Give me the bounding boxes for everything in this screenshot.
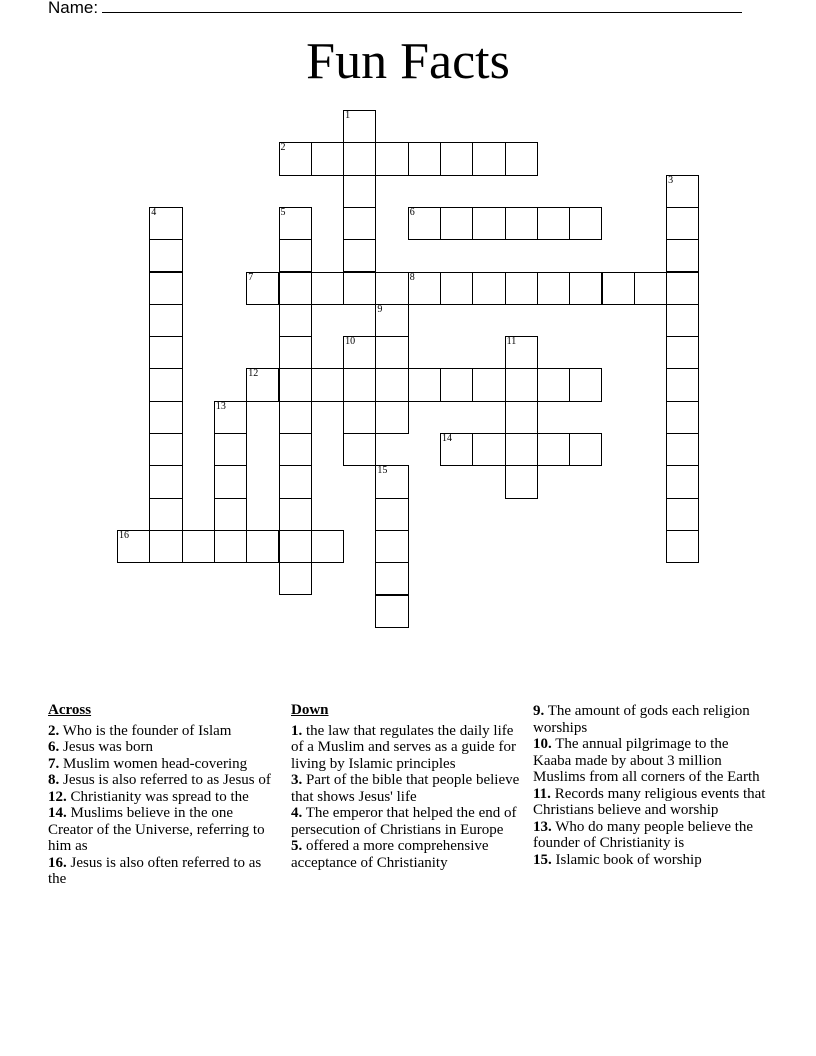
clue-item xyxy=(533,786,769,819)
grid-cell[interactable] xyxy=(343,368,376,401)
clue-item xyxy=(291,805,523,838)
clue-number: 7 xyxy=(248,271,254,283)
grid-cell[interactable] xyxy=(375,401,408,434)
grid-cell[interactable] xyxy=(343,142,376,175)
clue-number-label: 11. xyxy=(533,785,551,802)
clue-number: 2 xyxy=(280,142,286,154)
grid-cell[interactable] xyxy=(472,433,505,466)
grid-cell[interactable] xyxy=(472,207,505,240)
grid-cell[interactable] xyxy=(279,465,312,498)
clue-item xyxy=(291,772,523,805)
grid-cell[interactable] xyxy=(279,304,312,337)
grid-cell[interactable] xyxy=(311,272,344,305)
grid-cell[interactable] xyxy=(375,272,408,305)
clue-text: Jesus is also often referred to as the xyxy=(48,854,262,887)
name-label: Name: xyxy=(48,0,99,17)
grid-cell[interactable] xyxy=(505,465,538,498)
clue-item xyxy=(533,852,769,869)
grid-cell[interactable] xyxy=(569,272,602,305)
grid-cell[interactable] xyxy=(279,530,312,563)
grid-cell[interactable] xyxy=(279,401,312,434)
clue-number-label: 15. xyxy=(533,851,552,868)
grid-cell[interactable] xyxy=(602,272,635,305)
grid-cell[interactable] xyxy=(149,304,182,337)
clue-text: Jesus is also referred to as Jesus of xyxy=(63,772,271,788)
grid-cell[interactable] xyxy=(149,336,182,369)
grid-cell[interactable] xyxy=(472,272,505,305)
clue-text: offered a more comprehensive acceptance of Christianity xyxy=(291,838,489,871)
clue-number-label: 13. xyxy=(533,818,552,835)
grid-cell[interactable] xyxy=(311,530,344,563)
grid-cell[interactable] xyxy=(182,530,215,563)
grid-cell[interactable] xyxy=(343,272,376,305)
grid-cell[interactable] xyxy=(149,530,182,563)
grid-cell[interactable] xyxy=(149,433,182,466)
grid-cell[interactable] xyxy=(666,433,699,466)
grid-cell[interactable] xyxy=(343,336,376,369)
down-heading: Down xyxy=(291,702,329,718)
grid-cell[interactable] xyxy=(537,368,570,401)
puzzle-title: Fun Facts xyxy=(306,33,510,90)
grid-cell[interactable] xyxy=(149,272,182,305)
grid-cell[interactable] xyxy=(246,530,279,563)
grid-cell[interactable] xyxy=(375,304,408,337)
grid-cell[interactable] xyxy=(311,142,344,175)
clue-item xyxy=(533,819,769,852)
clue-number-label: 6. xyxy=(48,739,60,755)
grid-cell[interactable] xyxy=(666,336,699,369)
clue-item xyxy=(533,736,769,786)
grid-cell[interactable] xyxy=(214,465,247,498)
grid-cell[interactable] xyxy=(505,272,538,305)
clue-number: 13 xyxy=(215,400,226,412)
grid-cell[interactable] xyxy=(666,272,699,305)
clue-item xyxy=(48,772,280,789)
grid-cell[interactable] xyxy=(343,401,376,434)
grid-cell[interactable] xyxy=(149,368,182,401)
down-clues-continued xyxy=(533,703,769,868)
clue-number-label: 4. xyxy=(291,805,303,821)
across-heading: Across xyxy=(48,702,92,718)
across-clues xyxy=(48,702,280,888)
grid-cell[interactable] xyxy=(666,465,699,498)
grid-cell[interactable] xyxy=(149,401,182,434)
clue-number: 3 xyxy=(668,174,674,186)
grid-cell[interactable] xyxy=(375,336,408,369)
grid-cell[interactable] xyxy=(440,272,473,305)
clue-number-label: 9. xyxy=(533,703,545,719)
grid-cell[interactable] xyxy=(440,142,473,175)
grid-cell[interactable] xyxy=(440,368,473,401)
grid-cell[interactable] xyxy=(149,498,182,531)
clue-number: 1 xyxy=(345,110,351,121)
grid-cell[interactable] xyxy=(343,433,376,466)
grid-cell[interactable] xyxy=(311,368,344,401)
grid-cell[interactable] xyxy=(375,498,408,531)
grid-cell[interactable] xyxy=(569,207,602,240)
clue-item xyxy=(48,789,280,806)
grid-cell[interactable] xyxy=(408,207,441,240)
grid-cell[interactable] xyxy=(279,368,312,401)
grid-cell[interactable] xyxy=(537,433,570,466)
clue-item xyxy=(533,703,769,736)
clue-text: Muslims believe in the one Creator of the Universe, referring to him as xyxy=(48,805,265,854)
grid-cell[interactable] xyxy=(214,498,247,531)
clue-text: Islamic book of worship xyxy=(555,851,702,868)
grid-cell[interactable] xyxy=(537,272,570,305)
grid-cell[interactable] xyxy=(246,368,279,401)
grid-cell[interactable] xyxy=(343,207,376,240)
clue-item xyxy=(291,723,523,773)
clue-text: Part of the bible that people believe that shows Jesus' life xyxy=(291,772,520,805)
clue-number: 10 xyxy=(345,336,356,348)
grid-cell[interactable] xyxy=(569,368,602,401)
clue-number: 9 xyxy=(377,303,383,315)
grid-cell[interactable] xyxy=(666,498,699,531)
clue-number-label: 16. xyxy=(48,854,67,871)
grid-cell[interactable] xyxy=(149,239,182,272)
clue-item xyxy=(291,838,523,871)
down-clues xyxy=(291,702,523,871)
grid-cell[interactable] xyxy=(440,433,473,466)
clue-number-label: 5. xyxy=(291,838,303,854)
clue-number: 8 xyxy=(409,271,415,283)
grid-cell[interactable] xyxy=(279,336,312,369)
grid-cell[interactable] xyxy=(375,595,408,628)
grid-cell[interactable] xyxy=(666,368,699,401)
grid-cell[interactable] xyxy=(505,207,538,240)
grid-cell[interactable] xyxy=(375,368,408,401)
grid-cell[interactable] xyxy=(149,465,182,498)
grid-cell[interactable] xyxy=(472,142,505,175)
clue-text: The emperor that helped the end of persecution of Christians in Europe xyxy=(291,805,517,838)
clue-number-label: 14. xyxy=(48,805,67,821)
clue-text: The annual pilgrimage to the Kaaba made by about 3 million Muslims from all corners of the Earth xyxy=(533,736,760,785)
grid-cell[interactable] xyxy=(375,142,408,175)
clue-number: 16 xyxy=(119,529,129,541)
grid-cell[interactable] xyxy=(569,433,602,466)
grid-cell[interactable] xyxy=(505,433,538,466)
grid-cell[interactable] xyxy=(537,207,570,240)
grid-cell[interactable] xyxy=(505,336,538,369)
grid-cell[interactable] xyxy=(666,207,699,240)
grid-cell[interactable] xyxy=(505,401,538,434)
grid-cell[interactable] xyxy=(505,142,538,175)
clue-number-label: 1. xyxy=(291,722,303,739)
clue-number-label: 10. xyxy=(533,736,552,752)
grid-cell[interactable] xyxy=(375,530,408,563)
grid-cell[interactable] xyxy=(505,368,538,401)
clue-number-label: 8. xyxy=(48,772,60,788)
grid-cell[interactable] xyxy=(634,272,667,305)
grid-cell[interactable] xyxy=(279,207,312,240)
clue-item xyxy=(48,855,280,888)
grid-cell[interactable] xyxy=(279,433,312,466)
clue-text: The amount of gods each religion worships xyxy=(533,703,750,736)
grid-cell[interactable] xyxy=(214,401,247,434)
clue-text: Who do many people believe the founder of Christianity is xyxy=(533,818,754,851)
grid-cell[interactable] xyxy=(666,401,699,434)
clue-number: 12 xyxy=(248,368,259,380)
clue-number: 6 xyxy=(409,206,415,218)
grid-cell[interactable] xyxy=(408,368,441,401)
clue-number: 15 xyxy=(377,465,388,477)
clue-number: 11 xyxy=(506,336,517,348)
grid-cell[interactable] xyxy=(279,272,312,305)
grid-cell[interactable] xyxy=(666,175,699,208)
clue-number: 14 xyxy=(442,433,452,444)
grid-cell[interactable] xyxy=(666,239,699,272)
clue-text: Christianity was spread to the xyxy=(70,788,249,805)
grid-cell[interactable] xyxy=(246,272,279,305)
grid-cell[interactable] xyxy=(214,530,247,563)
clue-text: Jesus was born xyxy=(63,739,153,755)
clue-number-label: 12. xyxy=(48,788,67,805)
clue-text: Muslim women head-covering xyxy=(63,755,248,772)
grid-cell[interactable] xyxy=(343,110,376,143)
grid-cell[interactable] xyxy=(666,304,699,337)
grid-cell[interactable] xyxy=(279,498,312,531)
grid-cell[interactable] xyxy=(472,368,505,401)
clue-item xyxy=(48,723,280,740)
clue-item xyxy=(48,805,280,855)
clue-item xyxy=(48,739,280,756)
grid-cell[interactable] xyxy=(279,239,312,272)
grid-cell[interactable] xyxy=(117,530,150,563)
grid-cell[interactable] xyxy=(343,175,376,208)
clue-text: Records many religious events that Christians believe and worship xyxy=(533,785,766,818)
grid-cell[interactable] xyxy=(408,142,441,175)
clue-number: 5 xyxy=(280,206,286,218)
grid-cell[interactable] xyxy=(214,433,247,466)
grid-cell[interactable] xyxy=(666,530,699,563)
clue-number: 4 xyxy=(151,206,157,218)
clue-number-label: 7. xyxy=(48,755,60,772)
clue-item xyxy=(48,756,280,773)
clue-text: Who is the founder of Islam xyxy=(62,722,232,739)
grid-cell[interactable] xyxy=(343,239,376,272)
grid-cell[interactable] xyxy=(375,562,408,595)
clue-number-label: 3. xyxy=(291,772,303,788)
clue-number-label: 2. xyxy=(48,722,60,739)
grid-cell[interactable] xyxy=(279,562,312,595)
grid-cell[interactable] xyxy=(408,272,441,305)
clue-text: the law that regulates the daily life of a Muslim and serves as a guide for living by Islamic principles xyxy=(291,722,516,772)
grid-cell[interactable] xyxy=(149,207,182,240)
grid-cell[interactable] xyxy=(279,142,312,175)
grid-cell[interactable] xyxy=(375,465,408,498)
grid-cell[interactable] xyxy=(440,207,473,240)
